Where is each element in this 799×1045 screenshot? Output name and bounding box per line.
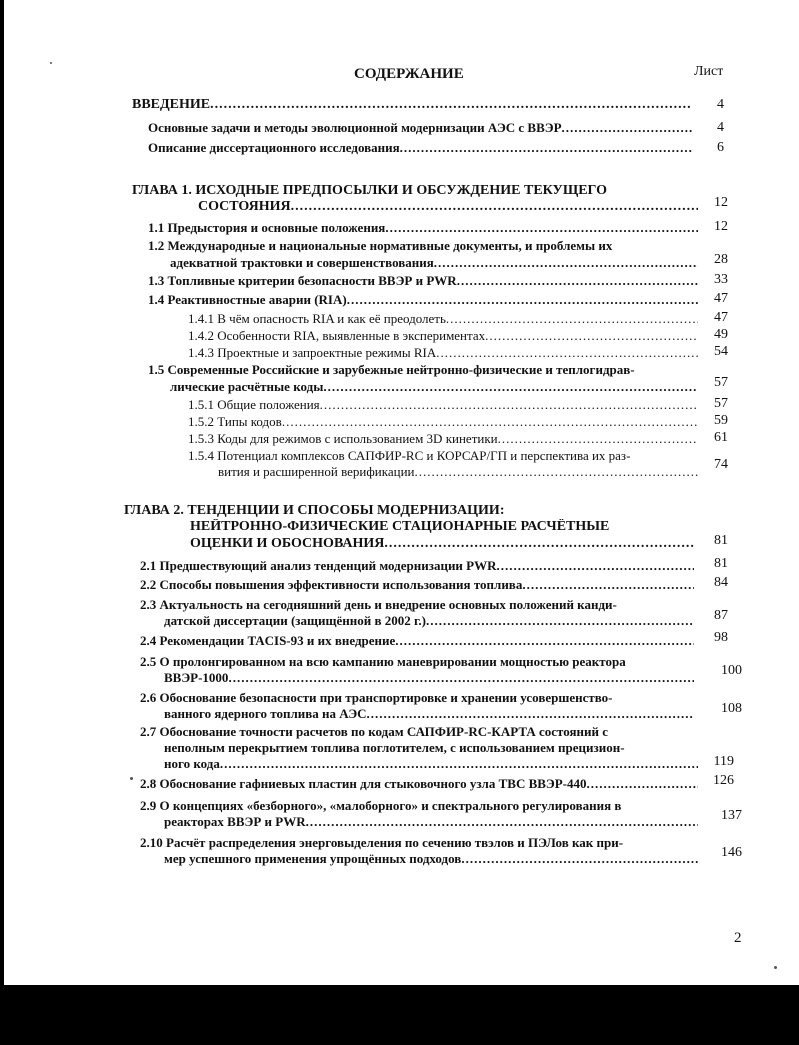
toc-page-number: 57 <box>714 396 728 411</box>
toc-entry-2-9-cont: реакторах ВВЭР и PWR ..... <box>164 814 698 830</box>
leader-dots <box>587 776 698 792</box>
toc-page-number: 4 <box>717 97 724 112</box>
toc-entry-1-4-2: 1.4.2 Особенности RIA, выявленные в экспериментах ..... <box>188 328 698 344</box>
toc-entry-introduction <box>132 97 692 113</box>
toc-entry-tasks <box>148 120 692 136</box>
toc-entry-1-2: 1.2 Международные и национальные нормативные документы, и проблемы их <box>148 238 613 253</box>
scan-speck <box>774 966 777 969</box>
toc-page-number: 74 <box>714 457 728 472</box>
leader-dots <box>395 633 694 649</box>
chapter-2-title-cont: НЕЙТРОННО-ФИЗИЧЕСКИЕ СТАЦИОНАРНЫЕ РАСЧЁТНЫЕ <box>190 519 610 534</box>
leader-dots <box>446 311 698 327</box>
page-number: 2 <box>734 930 742 946</box>
toc-page-number: 47 <box>714 310 728 325</box>
toc-page-number: 47 <box>714 291 728 306</box>
leader-dots <box>347 292 698 308</box>
leader-dots <box>323 379 698 395</box>
scan-speck <box>50 62 52 64</box>
leader-dots <box>426 613 694 629</box>
toc-page-number: 98 <box>714 630 728 645</box>
toc-page-number: 4 <box>717 120 724 135</box>
toc-entry-1-5-4-cont: вития и расширенной верификации ..... <box>218 464 698 480</box>
leader-dots <box>522 577 694 593</box>
document-page <box>4 0 799 985</box>
toc-page-number: 61 <box>714 430 728 445</box>
toc-page-number: 84 <box>714 575 728 590</box>
toc-entry-label: Основные задачи и методы эволюционной модернизации АЭС с ВВЭР <box>148 120 562 135</box>
toc-entry-2-4: 2.4 Рекомендации TACIS-93 и их внедрение ..... <box>140 633 694 649</box>
toc-page-number: 81 <box>714 556 728 571</box>
chapter-2-title: ГЛАВА 2. ТЕНДЕНЦИИ И СПОСОБЫ МОДЕРНИЗАЦИИ: <box>124 503 505 518</box>
toc-entry-2-10-cont: мер успешного применения упрощённых подходов ..... <box>164 851 698 867</box>
leader-dots <box>415 464 699 480</box>
toc-page-number: 59 <box>714 413 728 428</box>
toc-page-number: 28 <box>714 252 728 267</box>
toc-entry-2-2: 2.2 Способы повышения эффективности использования топлива ..... <box>140 577 694 593</box>
toc-page-number: 12 <box>714 219 728 234</box>
toc-entry-2-5-cont: ВВЭР-1000 ..... <box>164 670 694 686</box>
leader-dots <box>282 414 698 430</box>
toc-entry-description <box>148 140 692 156</box>
leader-dots <box>384 536 694 552</box>
toc-entry-2-9: 2.9 О концепциях «безборного», «малоборного» и спектрального регулирования в <box>140 798 622 813</box>
toc-entry-2-7-cont: неполным перекрытием топлива поглотителем, с использованием прецизион- <box>164 740 625 755</box>
toc-entry-1-4-3: 1.4.3 Проектные и запроектные режимы RIA ..... <box>188 345 698 361</box>
toc-entry-2-8: 2.8 Обоснование гафниевых пластин для стыковочного узла ТВС ВВЭР-440 ..... <box>140 776 698 792</box>
leader-dots <box>461 851 698 867</box>
toc-entry-1-4-1: 1.4.1 В чём опасность RIA и как её преодолеть ..... <box>188 311 698 327</box>
leader-dots <box>434 255 698 271</box>
toc-entry-2-1: 2.1 Предшествующий анализ тенденций модернизации PWR ..... <box>140 558 694 574</box>
toc-page-number: 81 <box>714 533 728 548</box>
leader-dots <box>228 670 694 686</box>
toc-page-number: 137 <box>721 808 742 823</box>
leader-dots <box>320 397 698 413</box>
toc-page-number: 49 <box>714 327 728 342</box>
toc-entry-2-10: 2.10 Расчёт распределения энерговыделения по сечению твэлов и ПЭЛов как при- <box>140 835 624 850</box>
leader-dots <box>436 345 698 361</box>
chapter-1-title-cont: СОСТОЯНИЯ ..... <box>198 199 698 215</box>
toc-entry-2-6-cont: ванного ядерного топлива на АЭС ..... <box>164 706 694 722</box>
chapter-1-title: ГЛАВА 1. ИСХОДНЫЕ ПРЕДПОСЫЛКИ И ОБСУЖДЕНИЕ ТЕКУЩЕГО <box>132 183 607 198</box>
leader-dots <box>367 706 694 722</box>
toc-page-number: 54 <box>714 344 728 359</box>
toc-entry-2-7-cont-2: ного кода ..... <box>164 756 698 772</box>
leader-dots <box>562 120 692 136</box>
leader-dots <box>210 97 692 113</box>
leader-dots <box>220 756 698 772</box>
toc-entry-1-3: 1.3 Топливные критерии безопасности ВВЭР и PWR ..... <box>148 273 698 289</box>
toc-entry-label: Описание диссертационного исследования <box>148 140 400 155</box>
leader-dots <box>306 814 698 830</box>
toc-entry-1-4: 1.4 Реактивностные аварии (RIA) ..... <box>148 292 698 308</box>
chapter-2-title-cont-2: ОЦЕНКИ И ОБОСНОВАНИЯ ..... <box>190 536 694 552</box>
leader-dots <box>457 273 698 289</box>
toc-page-number: 100 <box>721 663 742 678</box>
toc-entry-1-5-1: 1.5.1 Общие положения ..... <box>188 397 698 413</box>
sheet-column-label: Лист <box>694 64 724 79</box>
leader-dots <box>291 199 698 215</box>
toc-page-number: 126 <box>713 773 734 788</box>
leader-dots <box>497 558 695 574</box>
toc-entry-1-5-4: 1.5.4 Потенциал комплексов САПФИР-RC и КОРСАР/ГП и перспектива их раз- <box>188 448 631 463</box>
toc-entry-1-2-cont: адекватной трактовки и совершенствования ..... <box>170 255 698 271</box>
toc-page-number: 12 <box>714 195 728 210</box>
toc-title: СОДЕРЖАНИЕ <box>354 66 464 82</box>
toc-page-number: 33 <box>714 272 728 287</box>
scan-speck <box>130 777 133 780</box>
toc-entry-2-5: 2.5 О пролонгированном на всю кампанию маневрировании мощностью реактора <box>140 654 626 669</box>
toc-entry-2-7: 2.7 Обоснование точности расчетов по кодам САПФИР-RC-КАРТА состояний с <box>140 724 609 739</box>
toc-entry-1-5-cont: лические расчётные коды ..... <box>170 379 698 395</box>
scan-bottom-edge <box>0 985 799 1045</box>
leader-dots <box>485 328 698 344</box>
toc-page-number: 57 <box>714 375 728 390</box>
toc-page-number: 108 <box>721 701 742 716</box>
toc-entry-1-1: 1.1 Предыстория и основные положения ..... <box>148 220 698 236</box>
leader-dots <box>385 220 698 236</box>
toc-entry-2-3: 2.3 Актуальность на сегодняшний день и внедрение основных положений канди- <box>140 597 617 612</box>
toc-entry-1-5-2: 1.5.2 Типы кодов ..... <box>188 414 698 430</box>
toc-page-number: 87 <box>714 608 728 623</box>
toc-entry-1-5-3: 1.5.3 Коды для режимов с использованием 3D кинетики ..... <box>188 431 698 447</box>
toc-page-number: 6 <box>717 140 724 155</box>
leader-dots <box>498 431 698 447</box>
toc-page-number: 119 <box>713 754 734 769</box>
toc-entry-2-3-cont: датской диссертации (защищённой в 2002 г.) ..... <box>164 613 694 629</box>
toc-entry-label: ВВЕДЕНИЕ <box>132 97 211 112</box>
toc-entry-1-5: 1.5 Современные Российские и зарубежные нейтронно-физические и теплогидрав- <box>148 362 635 377</box>
leader-dots <box>400 140 692 156</box>
toc-entry-2-6: 2.6 Обоснование безопасности при транспортировке и хранении усовершенство- <box>140 690 613 705</box>
toc-page-number: 146 <box>721 845 742 860</box>
